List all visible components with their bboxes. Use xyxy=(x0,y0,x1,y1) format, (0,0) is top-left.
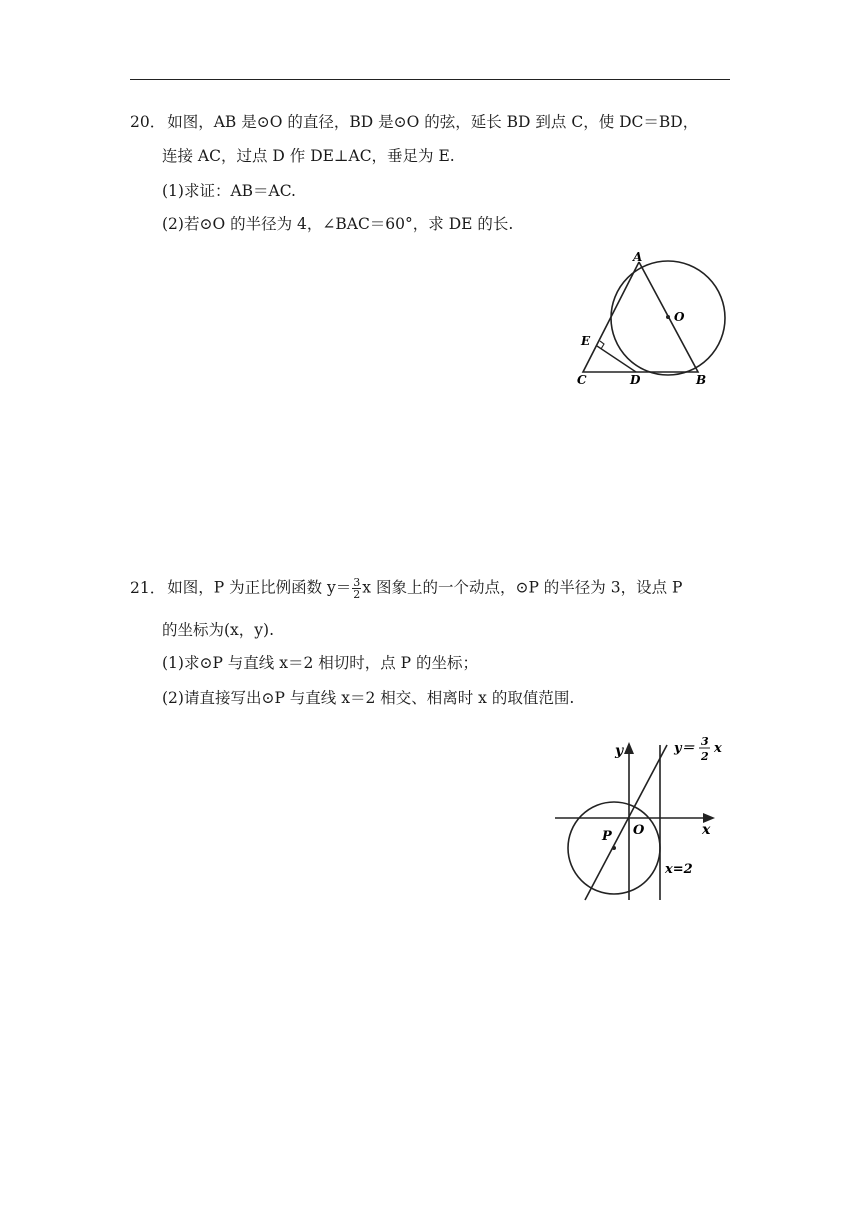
label-line-eq-post: x xyxy=(714,741,722,756)
label-vline: x=2 xyxy=(665,862,693,877)
y-axis-arrow xyxy=(624,742,634,754)
point-p xyxy=(612,846,616,850)
q21-line-1 xyxy=(130,577,682,600)
q20-part-2: (2)若⊙O 的半径为 4，∠BAC＝60°，求 DE 的长. xyxy=(162,215,514,233)
q20-stem-1: 如图，AB 是⊙O 的直径，BD 是⊙O 的弦，延长 BD 到点 C，使 DC＝BD， xyxy=(167,113,699,131)
q20-figure xyxy=(570,245,740,395)
label-e: E xyxy=(581,334,591,348)
q21-part-1: (1)求⊙P 与直线 x＝2 相切时，点 P 的坐标； xyxy=(162,654,479,672)
label-line-den: 2 xyxy=(701,750,709,763)
q21-frac-den: 2 xyxy=(353,588,361,601)
label-b: B xyxy=(696,373,707,387)
q20-number: 20． xyxy=(130,113,166,131)
q21-fraction xyxy=(352,577,361,600)
q21-stem-2: 的坐标为(x，y). xyxy=(162,621,275,639)
q21-stem-1-post: x 图象上的一个动点，⊙P 的半径为 3，设点 P xyxy=(362,578,683,597)
label-origin: O xyxy=(633,823,645,838)
label-c: C xyxy=(577,373,587,387)
q21-figure xyxy=(550,730,735,910)
center-dot xyxy=(666,315,670,319)
proportional-line xyxy=(585,745,667,900)
q21-stem-1-pre: 如图，P 为正比例函数 y＝ xyxy=(167,578,352,597)
q20-stem-2: 连接 AC，过点 D 作 DE⊥AC，垂足为 E. xyxy=(162,147,455,165)
q21-number: 21． xyxy=(130,578,166,597)
header-rule xyxy=(130,79,730,80)
label-line-eq-pre: y＝ xyxy=(674,741,695,756)
label-x-axis: x xyxy=(702,822,711,838)
label-o: O xyxy=(674,310,685,324)
label-line-num: 3 xyxy=(701,735,709,748)
label-a: A xyxy=(633,250,643,264)
label-p: P xyxy=(602,829,612,844)
q21-part-2: (2)请直接写出⊙P 与直线 x＝2 相交、相离时 x 的取值范围. xyxy=(162,689,575,707)
label-d: D xyxy=(630,373,641,387)
q20-line-1 xyxy=(130,112,698,132)
label-y-axis: y xyxy=(615,743,624,759)
segment-de xyxy=(597,346,636,372)
q20-part-1: (1)求证：AB＝AC. xyxy=(162,182,296,200)
q21-frac-num: 3 xyxy=(353,576,361,589)
